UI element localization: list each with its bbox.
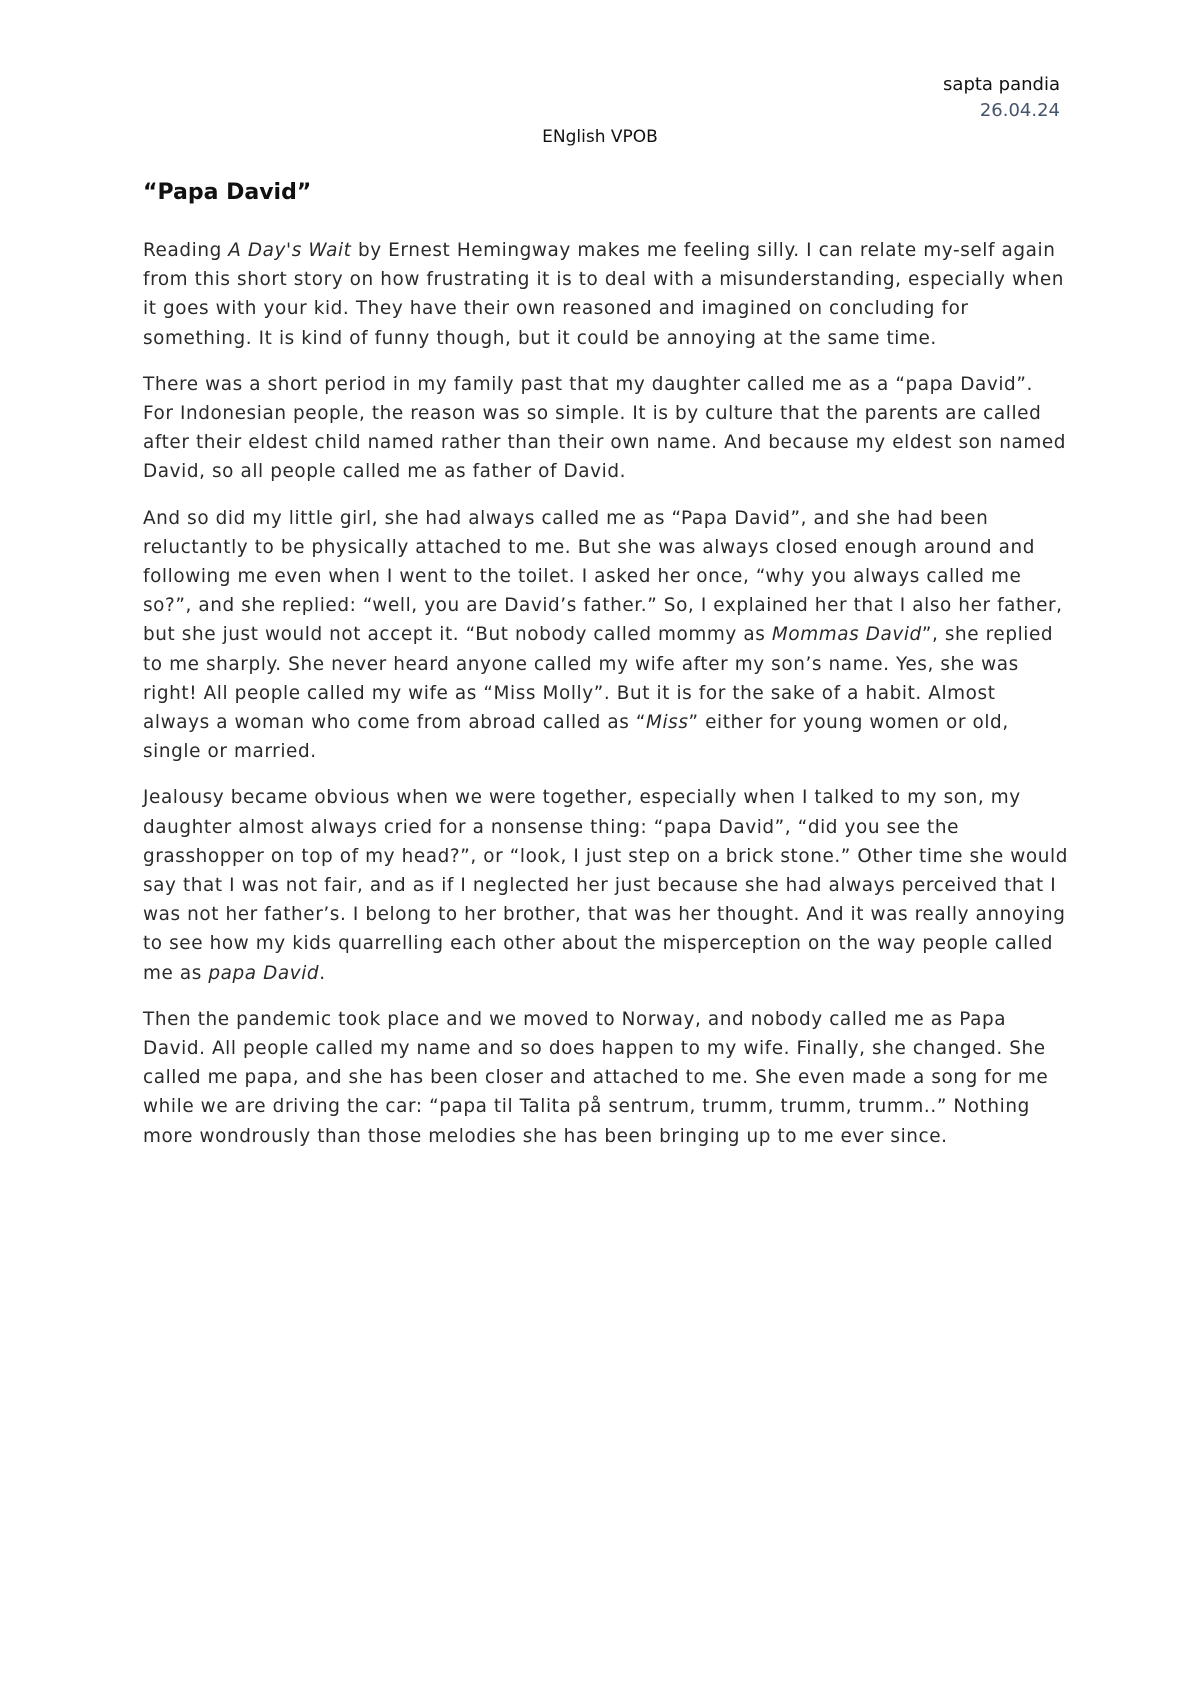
paragraph-4: Jealousy became obvious when we were together, especially when I talked to my son, my daughter almost always cried for a nonsense thing: “papa David”, “did you see the grasshopper on top of my head?”, or “look, I just step on a brick stone.” Other time she would say that I was not fair, and as if I neglected her just because she had always perceived that I was not her father’s. I belong to her brother, that was her thought. And it was really annoying to see how my kids quarrelling each other about the misperception on the way people called me as papa David. [143, 787, 1068, 984]
subject-heading: ENglish VPOB [542, 127, 658, 147]
paragraph-3: And so did my little girl, she had always called me as “Papa David”, and she had been reluctantly to be physically attached to me. But she was always closed enough around and following me even when I went to the toilet. I asked her once, “why you always called me so?”, and she replied: “well, you are David’s father.” So, I explained her that I also her father, but she just would not accept it. “But nobody called mommy as Mommas David”, she replied to me sharply. She never heard anyone called my wife after my son’s name. Yes, she was right! All people called my wife as “Miss Molly”. But it is for the sake of a habit. Almost always a woman who come from abroad called as “Miss” either for young women or old, single or married. [143, 507, 1063, 763]
document-date: 26.04.24 [979, 100, 1060, 121]
paragraph-2: There was a short period in my family past that my daughter called me as a “papa David”. For Indonesian people, the reason was so simple. It is by culture that the parents are called after their eldest child named rather than their own name. And because my eldest son named David, so all people called me as father of David. [143, 373, 1067, 483]
essay-body [143, 236, 1068, 1168]
emphasis-papa-david: papa David [208, 962, 320, 984]
author-name: sapta pandia [943, 74, 1060, 95]
paragraph-5: Then the pandemic took place and we moved to Norway, and nobody called me as Papa David. All people called my name and so does happen to my wife. Finally, she changed. She called me papa, and she has been closer and attached to me. She even made a song for me while we are driving the car: “papa til Talita på sentrum, trumm, trumm, trumm..” Nothing more wondrously than those melodies she has been bringing up to me ever since. [143, 1008, 1049, 1147]
essay-title: “Papa David” [143, 180, 312, 205]
emphasis-miss: Miss [645, 712, 689, 734]
book-title: A Day's Wait [228, 240, 352, 261]
emphasis-mommas-david: Mommas David [771, 624, 922, 646]
paragraph-1: Reading A Day's Wait by Ernest Hemingway makes me feeling silly. I can relate my-self again from this short story on how frustrating it is to deal with a misunderstanding, especially when it goes with your kid. They have their own reasoned and imagined on concluding for something. It is kind of funny though, but it could be annoying at the same time. [143, 240, 1065, 349]
